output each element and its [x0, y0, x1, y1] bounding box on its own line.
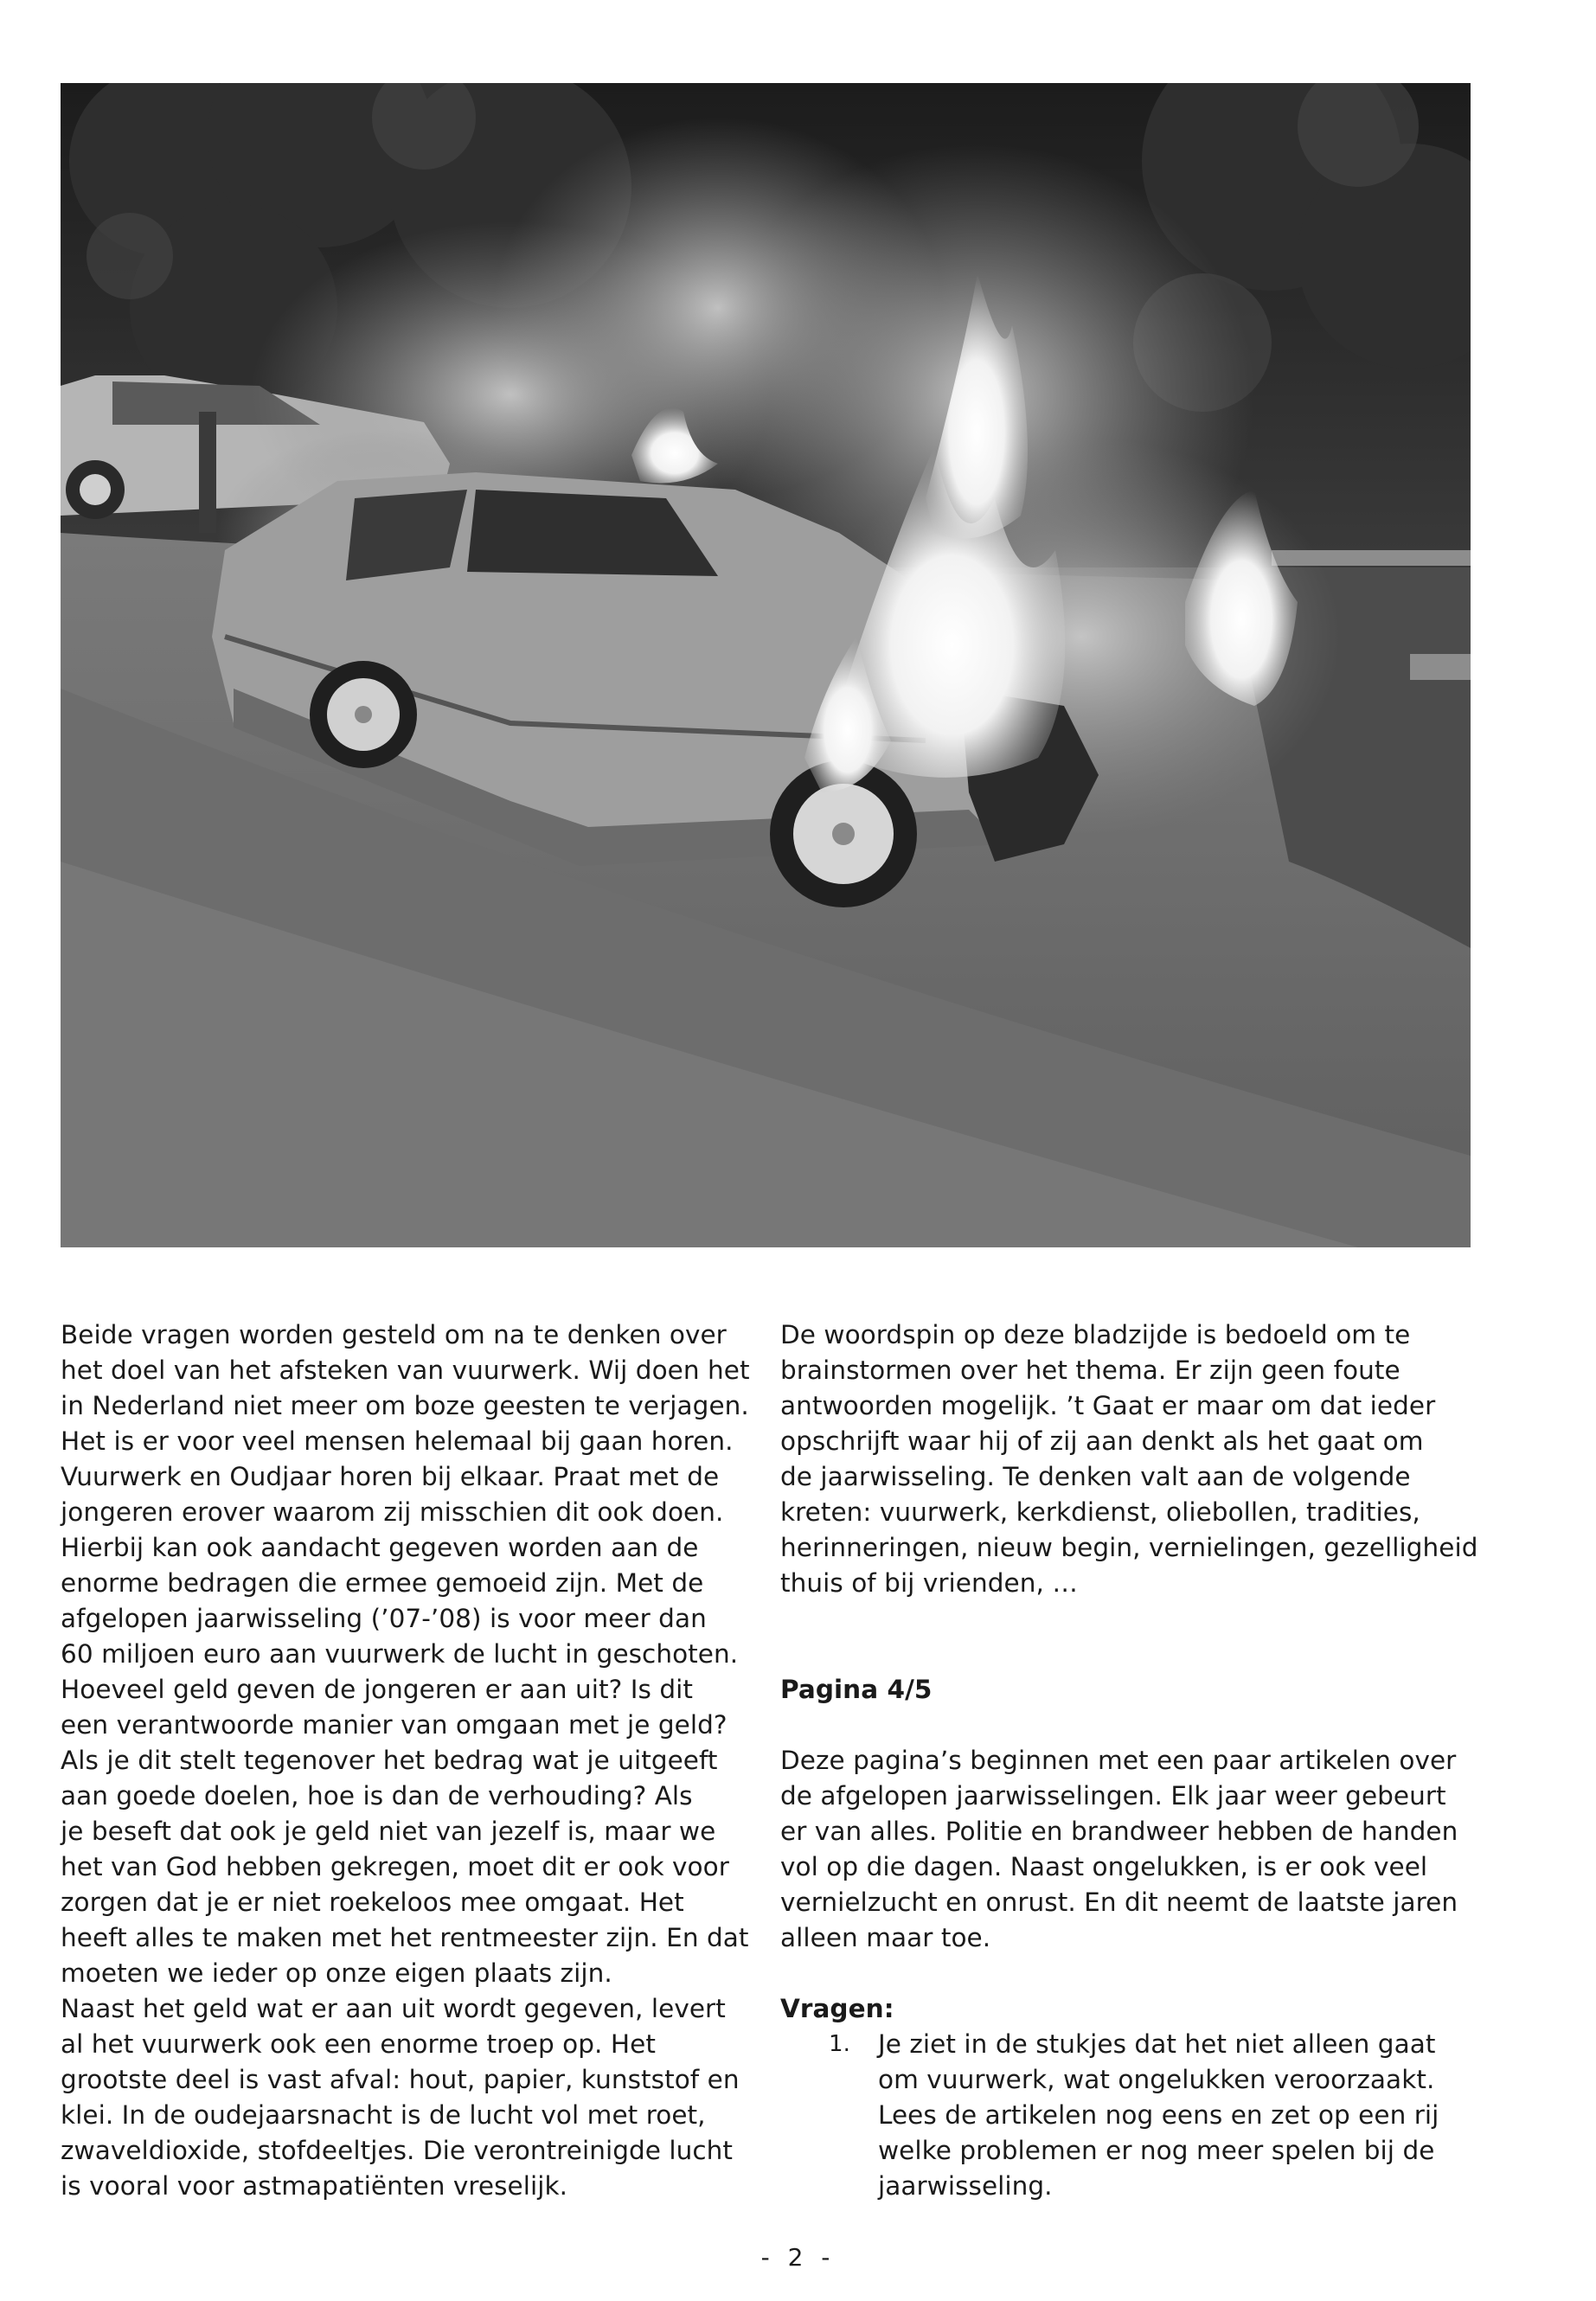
text-line: Hierbij kan ook aandacht gegeven worden aan de [61, 1533, 699, 1562]
spacer [780, 1637, 1472, 1672]
text-line: jaarwisseling. [878, 2171, 1053, 2201]
text-line: alleen maar toe. [780, 1923, 991, 1952]
text-line: het van God hebben gekregen, moet dit er ook voor [61, 1852, 729, 1881]
text-line: al het vuurwerk ook een enorme troep op. Het [61, 2029, 656, 2059]
text-line: het doel van het afsteken van vuurwerk. Wij doen het [61, 1356, 750, 1385]
questions-heading: Vragen: [780, 1994, 894, 2023]
text-line: welke problemen er nog meer spelen bij de [878, 2136, 1435, 2165]
text-line: 60 miljoen euro aan vuurwerk de lucht in geschoten. [61, 1639, 739, 1669]
text-line: moeten we ieder op onze eigen plaats zijn. [61, 1958, 612, 1988]
text-line: vernielzucht en onrust. En dit neemt de laatste jaren [780, 1888, 1458, 1917]
text-line: een verantwoorde manier van omgaan met je geld? [61, 1710, 727, 1740]
text-line: om vuurwerk, wat ongelukken veroorzaakt. [878, 2065, 1435, 2094]
text-line: klei. In de oudejaarsnacht is de lucht vol met roet, [61, 2100, 706, 2130]
text-line: zorgen dat je er niet roekeloos mee omgaat. Het [61, 1888, 684, 1917]
text-line: Hoeveel geld geven de jongeren er aan uit? Is dit [61, 1675, 693, 1704]
text-line: je beseft dat ook je geld niet van jezelf is, maar we [61, 1817, 716, 1846]
text-line: zwaveldioxide, stofdeeltjes. Die verontreinigde lucht [61, 2136, 734, 2165]
text-line: Deze pagina’s beginnen met een paar artikelen over [780, 1746, 1457, 1775]
text-line: Vuurwerk en Oudjaar horen bij elkaar. Praat met de [61, 1462, 720, 1491]
text-line: afgelopen jaarwisseling (’07-’08) is voor meer dan [61, 1604, 707, 1633]
text-line: Het is er voor veel mensen helemaal bij gaan horen. [61, 1426, 734, 1456]
spacer [780, 1956, 1472, 1991]
text-line: jongeren erover waarom zij misschien dit ook doen. [61, 1497, 724, 1527]
text-line: antwoorden mogelijk. ’t Gaat er maar om dat ieder [780, 1391, 1436, 1420]
text-line: thuis of bij vrienden, … [780, 1568, 1078, 1598]
text-line: is vooral voor astmapatiënten vreselijk. [61, 2171, 568, 2201]
text-line: de afgelopen jaarwisselingen. Elk jaar weer gebeurt [780, 1781, 1446, 1811]
text-line: aan goede doelen, hoe is dan de verhouding? Als [61, 1781, 693, 1811]
burning-car-photo [61, 83, 1471, 1247]
text-line: brainstormen over het thema. Er zijn geen foute [780, 1356, 1401, 1385]
section-heading: Pagina 4/5 [780, 1675, 933, 1704]
spacer [780, 1708, 1472, 1743]
text-line: Als je dit stelt tegenover het bedrag wat je uitgeeft [61, 1746, 718, 1775]
right-column [780, 1317, 1478, 2204]
question-number: 1. [829, 2031, 850, 2057]
text-line: vol op die dagen. Naast ongelukken, is er ook veel [780, 1852, 1428, 1881]
text-line: herinneringen, nieuw begin, vernielingen, gezelligheid [780, 1533, 1478, 1562]
text-line: De woordspin op deze bladzijde is bedoeld om te [780, 1320, 1411, 1349]
left-column [61, 1317, 770, 2204]
text-line: heeft alles te maken met het rentmeester zijn. En dat [61, 1923, 749, 1952]
text-line: Lees de artikelen nog eens en zet op een rij [878, 2100, 1439, 2130]
spacer [780, 1601, 1472, 1637]
text-line: Beide vragen worden gesteld om na te denken over [61, 1320, 727, 1349]
text-line: kreten: vuurwerk, kerkdienst, oliebollen, tradities, [780, 1497, 1420, 1527]
text-line: er van alles. Politie en brandweer hebben de handen [780, 1817, 1458, 1846]
text-line: grootste deel is vast afval: hout, papier, kunststof en [61, 2065, 740, 2094]
question-item [780, 2027, 1472, 2204]
text-line: enorme bedragen die ermee gemoeid zijn. Met de [61, 1568, 704, 1598]
text-line: Je ziet in de stukjes dat het niet alleen gaat [878, 2029, 1436, 2059]
text-line: in Nederland niet meer om boze geesten te verjagen. [61, 1391, 749, 1420]
text-line: Naast het geld wat er aan uit wordt gegeven, levert [61, 1994, 726, 2023]
text-line: opschrijft waar hij of zij aan denkt als het gaat om [780, 1426, 1424, 1456]
text-line: de jaarwisseling. Te denken valt aan de volgende [780, 1462, 1411, 1491]
page-number: - 2 - [760, 2243, 836, 2272]
